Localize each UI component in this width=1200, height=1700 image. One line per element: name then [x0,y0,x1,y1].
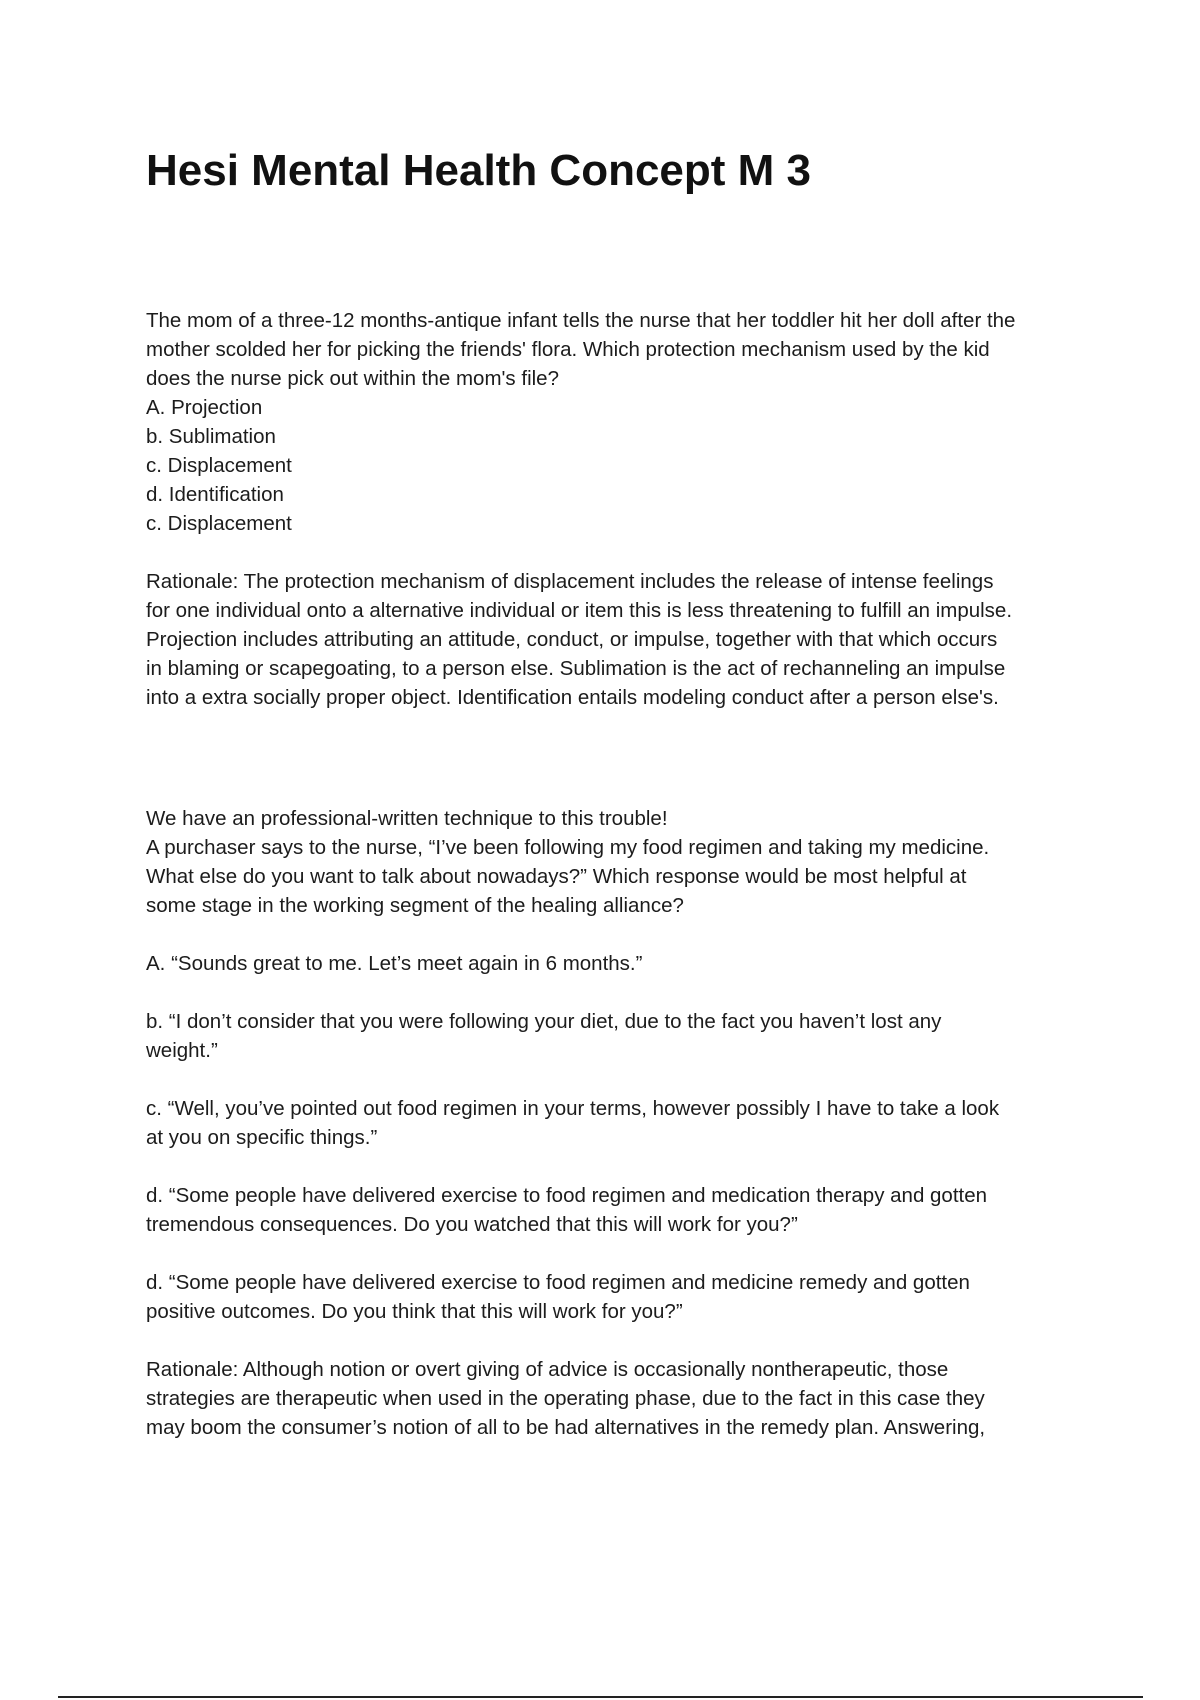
question-2-answer: d. “Some people have delivered exercise to food regimen and medicine remedy and gotten [146,1271,970,1294]
question-2-option-b: b. “I don’t consider that you were following your diet, due to the fact you haven’t lost any [146,1010,942,1033]
question-1-option-b: b. Sublimation [146,425,276,448]
question-1 [146,306,1096,712]
question-2-option-d: d. “Some people have delivered exercise to food regimen and medication therapy and gotten [146,1184,988,1207]
question-2-option-c: at you on specific things.” [146,1126,378,1149]
spacer [146,920,1096,949]
question-1-rationale-line: Rationale: The protection mechanism of displacement includes the release of intense feelings [146,570,994,593]
page-title: Hesi Mental Health Concept M 3 [146,146,812,195]
spacer [146,1152,1096,1181]
spacer [146,538,1096,567]
question-1-option-d: d. Identification [146,483,284,506]
question-2-rationale-line: may boom the consumer’s notion of all to be had alternatives in the remedy plan. Answering, [146,1416,986,1439]
bottom-divider [58,1696,1143,1698]
question-1-rationale-line: for one individual onto a alternative individual or item this is less threatening to fulfill an impulse. [146,599,1013,622]
spacer [146,1239,1096,1268]
question-2-stem-line: What else do you want to talk about nowadays?” Which response would be most helpful at [146,865,967,888]
question-2-answer: positive outcomes. Do you think that this will work for you?” [146,1300,683,1323]
question-2-option-d: tremendous consequences. Do you watched that this will work for you?” [146,1213,798,1236]
question-1-answer: c. Displacement [146,512,292,535]
question-1-stem-line: does the nurse pick out within the mom's file? [146,367,559,390]
question-1-rationale-line: into a extra socially proper object. Identification entails modeling conduct after a person else's. [146,686,999,709]
question-1-stem-line: The mom of a three-12 months-antique infant tells the nurse that her toddler hit her doll after the [146,309,1016,332]
question-2-option-a: A. “Sounds great to me. Let’s meet again in 6 months.” [146,952,643,975]
question-1-stem-line: mother scolded her for picking the friends' flora. Which protection mechanism used by the kid [146,338,990,361]
question-2 [146,804,1096,1442]
question-2-stem-line: A purchaser says to the nurse, “I’ve been following my food regimen and taking my medicine. [146,836,990,859]
question-2-intro: We have an professional-written technique to this trouble! [146,807,668,830]
question-1-rationale-line: Projection includes attributing an attitude, conduct, or impulse, together with that which occurs [146,628,998,651]
question-2-option-b: weight.” [146,1039,218,1062]
question-1-option-c: c. Displacement [146,454,292,477]
question-2-rationale-line: strategies are therapeutic when used in the operating phase, due to the fact in this case they [146,1387,985,1410]
spacer [146,1326,1096,1355]
spacer [146,978,1096,1007]
question-2-rationale-line: Rationale: Although notion or overt giving of advice is occasionally nontherapeutic, those [146,1358,949,1381]
question-2-option-c: c. “Well, you’ve pointed out food regimen in your terms, however possibly I have to take a look [146,1097,1000,1120]
question-1-rationale-line: in blaming or scapegoating, to a person else. Sublimation is the act of rechanneling an impulse [146,657,1006,680]
question-1-option-a: A. Projection [146,396,263,419]
question-2-stem-line: some stage in the working segment of the healing alliance? [146,894,684,917]
spacer [146,1065,1096,1094]
